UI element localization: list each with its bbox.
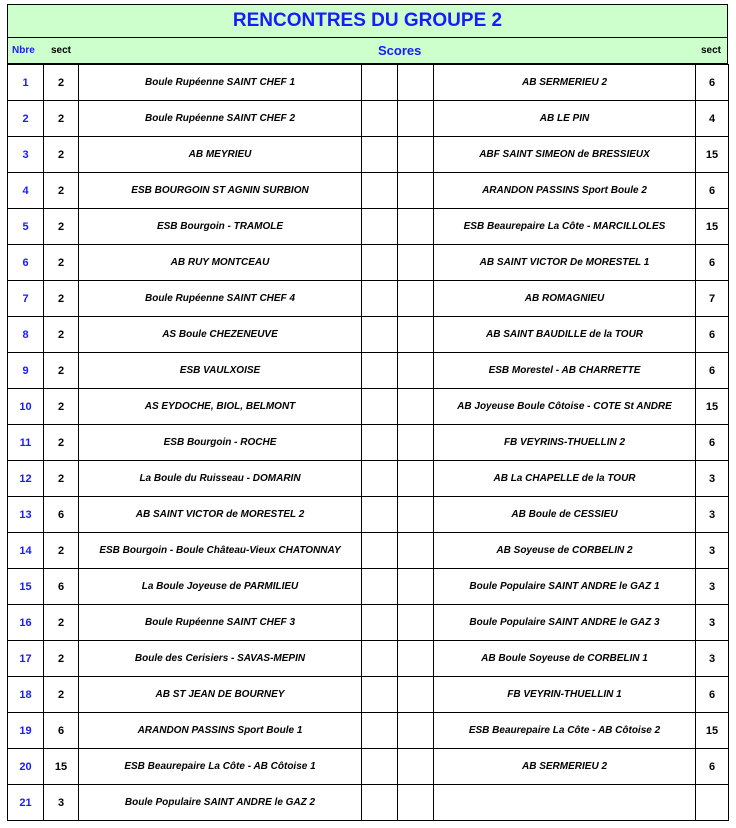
sector-right: 3 (696, 533, 729, 569)
sector-right: 7 (696, 281, 729, 317)
match-number: 10 (8, 389, 44, 425)
score-away-cell (398, 281, 434, 317)
score-home-cell (362, 137, 398, 173)
score-home-cell (362, 569, 398, 605)
match-number: 12 (8, 461, 44, 497)
match-number: 8 (8, 317, 44, 353)
sector-right: 15 (696, 389, 729, 425)
sector-left: 2 (44, 281, 79, 317)
away-team: ABF SAINT SIMEON de BRESSIEUX (434, 137, 696, 173)
match-row (8, 749, 729, 785)
sector-right: 15 (696, 713, 729, 749)
sector-right: 3 (696, 461, 729, 497)
home-team: La Boule du Ruisseau - DOMARIN (79, 461, 362, 497)
away-team: AB Boule de CESSIEU (434, 497, 696, 533)
home-team: La Boule Joyeuse de PARMILIEU (79, 569, 362, 605)
header-sect-left: sect (51, 45, 72, 56)
away-team: AB SERMERIEU 2 (434, 65, 696, 101)
sector-right: 3 (696, 605, 729, 641)
score-home-cell (362, 497, 398, 533)
home-team: ESB BOURGOIN ST AGNIN SURBION (79, 173, 362, 209)
score-away-cell (398, 209, 434, 245)
score-home-cell (362, 785, 398, 821)
score-away-cell (398, 461, 434, 497)
sector-left: 2 (44, 245, 79, 281)
title-bar (7, 4, 728, 38)
sector-right: 3 (696, 569, 729, 605)
score-home-cell (362, 533, 398, 569)
match-row (8, 209, 729, 245)
header-sect-right: sect (700, 45, 721, 56)
sector-left: 2 (44, 209, 79, 245)
sector-right: 6 (696, 173, 729, 209)
match-row (8, 533, 729, 569)
home-team: Boule Rupéenne SAINT CHEF 3 (79, 605, 362, 641)
page-title: RENCONTRES DU GROUPE 2 (232, 10, 503, 31)
home-team: Boule Rupéenne SAINT CHEF 4 (79, 281, 362, 317)
match-row (8, 677, 729, 713)
away-team: AB SAINT BAUDILLE de la TOUR (434, 317, 696, 353)
match-number: 19 (8, 713, 44, 749)
match-row (8, 569, 729, 605)
match-number: 18 (8, 677, 44, 713)
score-home-cell (362, 65, 398, 101)
home-team: AB MEYRIEU (79, 137, 362, 173)
home-team: AS EYDOCHE, BIOL, BELMONT (79, 389, 362, 425)
away-team: AB ROMAGNIEU (434, 281, 696, 317)
away-team: ESB Morestel - AB CHARRETTE (434, 353, 696, 389)
sector-left: 2 (44, 137, 79, 173)
match-row (8, 173, 729, 209)
sector-left: 2 (44, 317, 79, 353)
away-team: Boule Populaire SAINT ANDRE le GAZ 3 (434, 605, 696, 641)
sector-right: 6 (696, 353, 729, 389)
sector-left: 2 (44, 533, 79, 569)
match-number: 14 (8, 533, 44, 569)
match-number: 6 (8, 245, 44, 281)
score-home-cell (362, 173, 398, 209)
header-scores: Scores (378, 43, 422, 58)
header-nbre: Nbre (12, 45, 35, 56)
score-home-cell (362, 461, 398, 497)
match-number: 13 (8, 497, 44, 533)
score-home-cell (362, 353, 398, 389)
sector-right: 6 (696, 317, 729, 353)
home-team: AS Boule CHEZENEUVE (79, 317, 362, 353)
sector-left: 2 (44, 425, 79, 461)
score-away-cell (398, 497, 434, 533)
sector-left: 6 (44, 713, 79, 749)
match-row (8, 785, 729, 821)
match-row (8, 641, 729, 677)
sector-left: 3 (44, 785, 79, 821)
score-away-cell (398, 749, 434, 785)
score-away-cell (398, 317, 434, 353)
away-team: AB LE PIN (434, 101, 696, 137)
sector-left: 2 (44, 101, 79, 137)
score-away-cell (398, 353, 434, 389)
score-away-cell (398, 425, 434, 461)
sector-left: 2 (44, 641, 79, 677)
away-team (434, 785, 696, 821)
home-team: AB ST JEAN DE BOURNEY (79, 677, 362, 713)
home-team: AB SAINT VICTOR de MORESTEL 2 (79, 497, 362, 533)
match-number: 4 (8, 173, 44, 209)
match-row (8, 461, 729, 497)
score-home-cell (362, 605, 398, 641)
match-number: 7 (8, 281, 44, 317)
results-sheet (7, 4, 728, 821)
score-away-cell (398, 173, 434, 209)
sector-right: 4 (696, 101, 729, 137)
score-away-cell (398, 245, 434, 281)
score-home-cell (362, 389, 398, 425)
home-team: ESB Beaurepaire La Côte - AB Côtoise 1 (79, 749, 362, 785)
match-row (8, 605, 729, 641)
score-away-cell (398, 101, 434, 137)
away-team: AB La CHAPELLE de la TOUR (434, 461, 696, 497)
home-team: ESB Bourgoin - ROCHE (79, 425, 362, 461)
score-home-cell (362, 713, 398, 749)
match-row (8, 281, 729, 317)
sector-left: 2 (44, 65, 79, 101)
match-number: 9 (8, 353, 44, 389)
match-number: 5 (8, 209, 44, 245)
match-row (8, 497, 729, 533)
home-team: ESB Bourgoin - Boule Château-Vieux CHATONNAY (79, 533, 362, 569)
match-number: 11 (8, 425, 44, 461)
sector-left: 2 (44, 353, 79, 389)
score-away-cell (398, 569, 434, 605)
home-team: AB RUY MONTCEAU (79, 245, 362, 281)
away-team: FB VEYRIN-THUELLIN 1 (434, 677, 696, 713)
column-header-row (7, 38, 728, 64)
score-away-cell (398, 533, 434, 569)
score-home-cell (362, 101, 398, 137)
home-team: ESB VAULXOISE (79, 353, 362, 389)
away-team: AB Boule Soyeuse de CORBELIN 1 (434, 641, 696, 677)
sector-left: 6 (44, 569, 79, 605)
sector-left: 15 (44, 749, 79, 785)
score-home-cell (362, 317, 398, 353)
score-away-cell (398, 641, 434, 677)
sector-right: 3 (696, 641, 729, 677)
match-row (8, 65, 729, 101)
sector-right: 6 (696, 65, 729, 101)
matches-table (7, 64, 729, 821)
sector-left: 2 (44, 461, 79, 497)
score-away-cell (398, 137, 434, 173)
home-team: ARANDON PASSINS Sport Boule 1 (79, 713, 362, 749)
sector-right: 6 (696, 245, 729, 281)
sector-right (696, 785, 729, 821)
score-away-cell (398, 677, 434, 713)
away-team: AB SAINT VICTOR De MORESTEL 1 (434, 245, 696, 281)
match-row (8, 137, 729, 173)
score-away-cell (398, 605, 434, 641)
score-home-cell (362, 677, 398, 713)
away-team: ARANDON PASSINS Sport Boule 2 (434, 173, 696, 209)
home-team: Boule Populaire SAINT ANDRE le GAZ 2 (79, 785, 362, 821)
score-away-cell (398, 785, 434, 821)
match-number: 20 (8, 749, 44, 785)
sector-right: 3 (696, 497, 729, 533)
score-home-cell (362, 425, 398, 461)
score-home-cell (362, 209, 398, 245)
sector-left: 2 (44, 389, 79, 425)
sector-left: 6 (44, 497, 79, 533)
sector-left: 2 (44, 173, 79, 209)
match-number: 17 (8, 641, 44, 677)
match-number: 3 (8, 137, 44, 173)
match-row (8, 101, 729, 137)
score-home-cell (362, 641, 398, 677)
match-number: 2 (8, 101, 44, 137)
score-home-cell (362, 281, 398, 317)
sector-left: 2 (44, 677, 79, 713)
score-away-cell (398, 713, 434, 749)
match-number: 16 (8, 605, 44, 641)
sector-right: 15 (696, 137, 729, 173)
match-row (8, 317, 729, 353)
match-row (8, 245, 729, 281)
score-home-cell (362, 749, 398, 785)
match-row (8, 353, 729, 389)
away-team: FB VEYRINS-THUELLIN 2 (434, 425, 696, 461)
away-team: Boule Populaire SAINT ANDRE le GAZ 1 (434, 569, 696, 605)
match-row (8, 389, 729, 425)
match-number: 21 (8, 785, 44, 821)
sector-right: 6 (696, 425, 729, 461)
home-team: ESB Bourgoin - TRAMOLE (79, 209, 362, 245)
away-team: AB Soyeuse de CORBELIN 2 (434, 533, 696, 569)
match-number: 15 (8, 569, 44, 605)
match-row (8, 425, 729, 461)
score-home-cell (362, 245, 398, 281)
score-away-cell (398, 389, 434, 425)
away-team: ESB Beaurepaire La Côte - MARCILLOLES (434, 209, 696, 245)
away-team: ESB Beaurepaire La Côte - AB Côtoise 2 (434, 713, 696, 749)
sector-right: 6 (696, 749, 729, 785)
home-team: Boule des Cerisiers - SAVAS-MEPIN (79, 641, 362, 677)
match-row (8, 713, 729, 749)
home-team: Boule Rupéenne SAINT CHEF 1 (79, 65, 362, 101)
score-away-cell (398, 65, 434, 101)
away-team: AB SERMERIEU 2 (434, 749, 696, 785)
sector-right: 6 (696, 677, 729, 713)
sector-right: 15 (696, 209, 729, 245)
sector-left: 2 (44, 605, 79, 641)
away-team: AB Joyeuse Boule Côtoise - COTE St ANDRE (434, 389, 696, 425)
match-number: 1 (8, 65, 44, 101)
home-team: Boule Rupéenne SAINT CHEF 2 (79, 101, 362, 137)
